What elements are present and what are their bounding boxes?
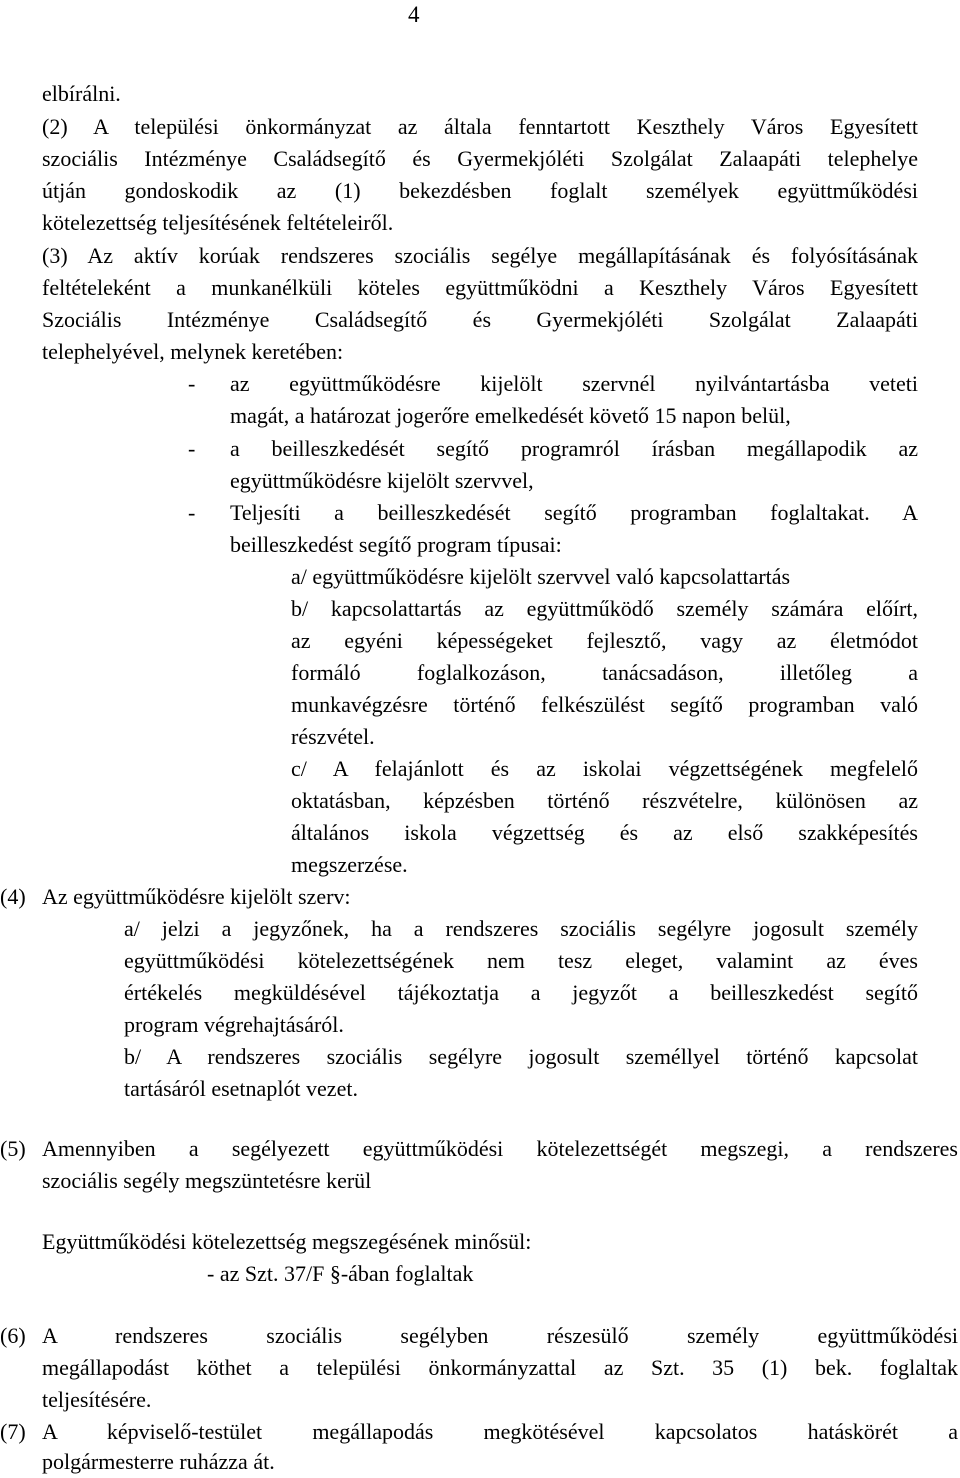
text-line: polgármesterre ruházza át. [42,1449,275,1474]
bullet-line: Teljesíti a beilleszkedését segítő programban foglaltakat. A [230,500,918,525]
bullet-line: magát, a határozat jogerőre emelkedését követő 15 napon belül, [230,403,791,428]
violation-item: - az Szt. 37/F §-ában foglaltak [207,1261,474,1286]
item-line: együttműködési kötelezettségének nem tesz eleget, valamint az éves [124,948,918,973]
program-type-line: a/ együttműködésre kijelölt szervvel való kapcsolattartás [291,564,791,589]
text-line: kötelezettség teljesítésének feltételeiről. [42,210,394,235]
item-line: tartásáról esetnaplót vezet. [124,1076,358,1101]
text-line: (2) A települési önkormányzat az általa fenntartott Keszthely Város Egyesített [42,114,918,139]
text-line: A képviselő-testület megállapodás megkötésével kapcsolatos hatáskörét a [42,1419,958,1444]
paragraph-label: (4) [0,884,26,909]
bullet-dash: - [188,500,196,525]
program-type-line: b/ kapcsolattartás az együttműködő személy számára előírt, [291,596,918,621]
item-line: b/ A rendszeres szociális segélyre jogosult személlyel történő kapcsolat [124,1044,918,1069]
bullet-line: együttműködésre kijelölt szervvel, [230,468,534,493]
violation-heading: Együttműködési kötelezettség megszegésének minősül: [42,1229,532,1254]
program-type-line: oktatásban, képzésben történő részvételre, különösen az [291,788,918,813]
text-line: elbírálni. [42,81,121,106]
program-type-line: formáló foglalkozáson, tanácsadáson, illetőleg a [291,660,918,685]
text-line: szociális segély megszüntetésre kerül [42,1168,372,1193]
text-line: szociális Intézménye Családsegítő és Gyermekjóléti Szolgálat Zalaapáti telephelye [42,146,918,171]
text-line: Szociális Intézménye Családsegítő és Gyermekjóléti Szolgálat Zalaapáti [42,307,918,332]
program-type-line: részvétel. [291,724,375,749]
text-line: feltételeként a munkanélküli köteles együttműködni a Keszthely Város Egyesített [42,275,918,300]
bullet-dash: - [188,436,196,461]
text-line: telephelyével, melynek keretében: [42,339,344,364]
paragraph-label: (6) [0,1323,26,1348]
paragraph-label: (7) [0,1419,26,1444]
text-line: teljesítésére. [42,1387,152,1412]
item-line: program végrehajtásáról. [124,1012,344,1037]
text-line: Amennyiben a segélyezett együttműködési kötelezettségét megszegi, a rendszeres [42,1136,958,1161]
bullet-line: a beilleszkedését segítő programról írásban megállapodik az [230,436,918,461]
program-type-line: az egyéni képességeket fejlesztő, vagy az életmódot [291,628,918,653]
program-type-line: általános iskola végzettség és az első szakképesítés [291,820,918,845]
program-type-line: megszerzése. [291,852,408,877]
text-line: A rendszeres szociális segélyben részesülő személy együttműködési [42,1323,958,1348]
bullet-line: beilleszkedést segítő program típusai: [230,532,562,557]
bullet-dash: - [188,371,196,396]
paragraph-label: (5) [0,1136,26,1161]
program-type-line: munkavégzésre történő felkészülést segítő programban való [291,692,918,717]
paragraph-heading: Az együttműködésre kijelölt szerv: [42,884,351,909]
text-line: megállapodást köthet a települési önkormányzattal az Szt. 35 (1) bek. foglaltak [42,1355,958,1380]
bullet-line: az együttműködésre kijelölt szervnél nyilvántartásba veteti [230,371,918,396]
page-number: 4 [408,2,420,27]
text-line: útján gondoskodik az (1) bekezdésben foglalt személyek együttműködési [42,178,918,203]
program-type-line: c/ A felajánlott és az iskolai végzettségének megfelelő [291,756,918,781]
item-line: a/ jelzi a jegyzőnek, ha a rendszeres szociális segélyre jogosult személy [124,916,918,941]
item-line: értékelés megküldésével tájékoztatja a jegyzőt a beilleszkedést segítő [124,980,918,1005]
text-line: (3) Az aktív korúak rendszeres szociális segélye megállapításának és folyósításának [42,243,918,268]
